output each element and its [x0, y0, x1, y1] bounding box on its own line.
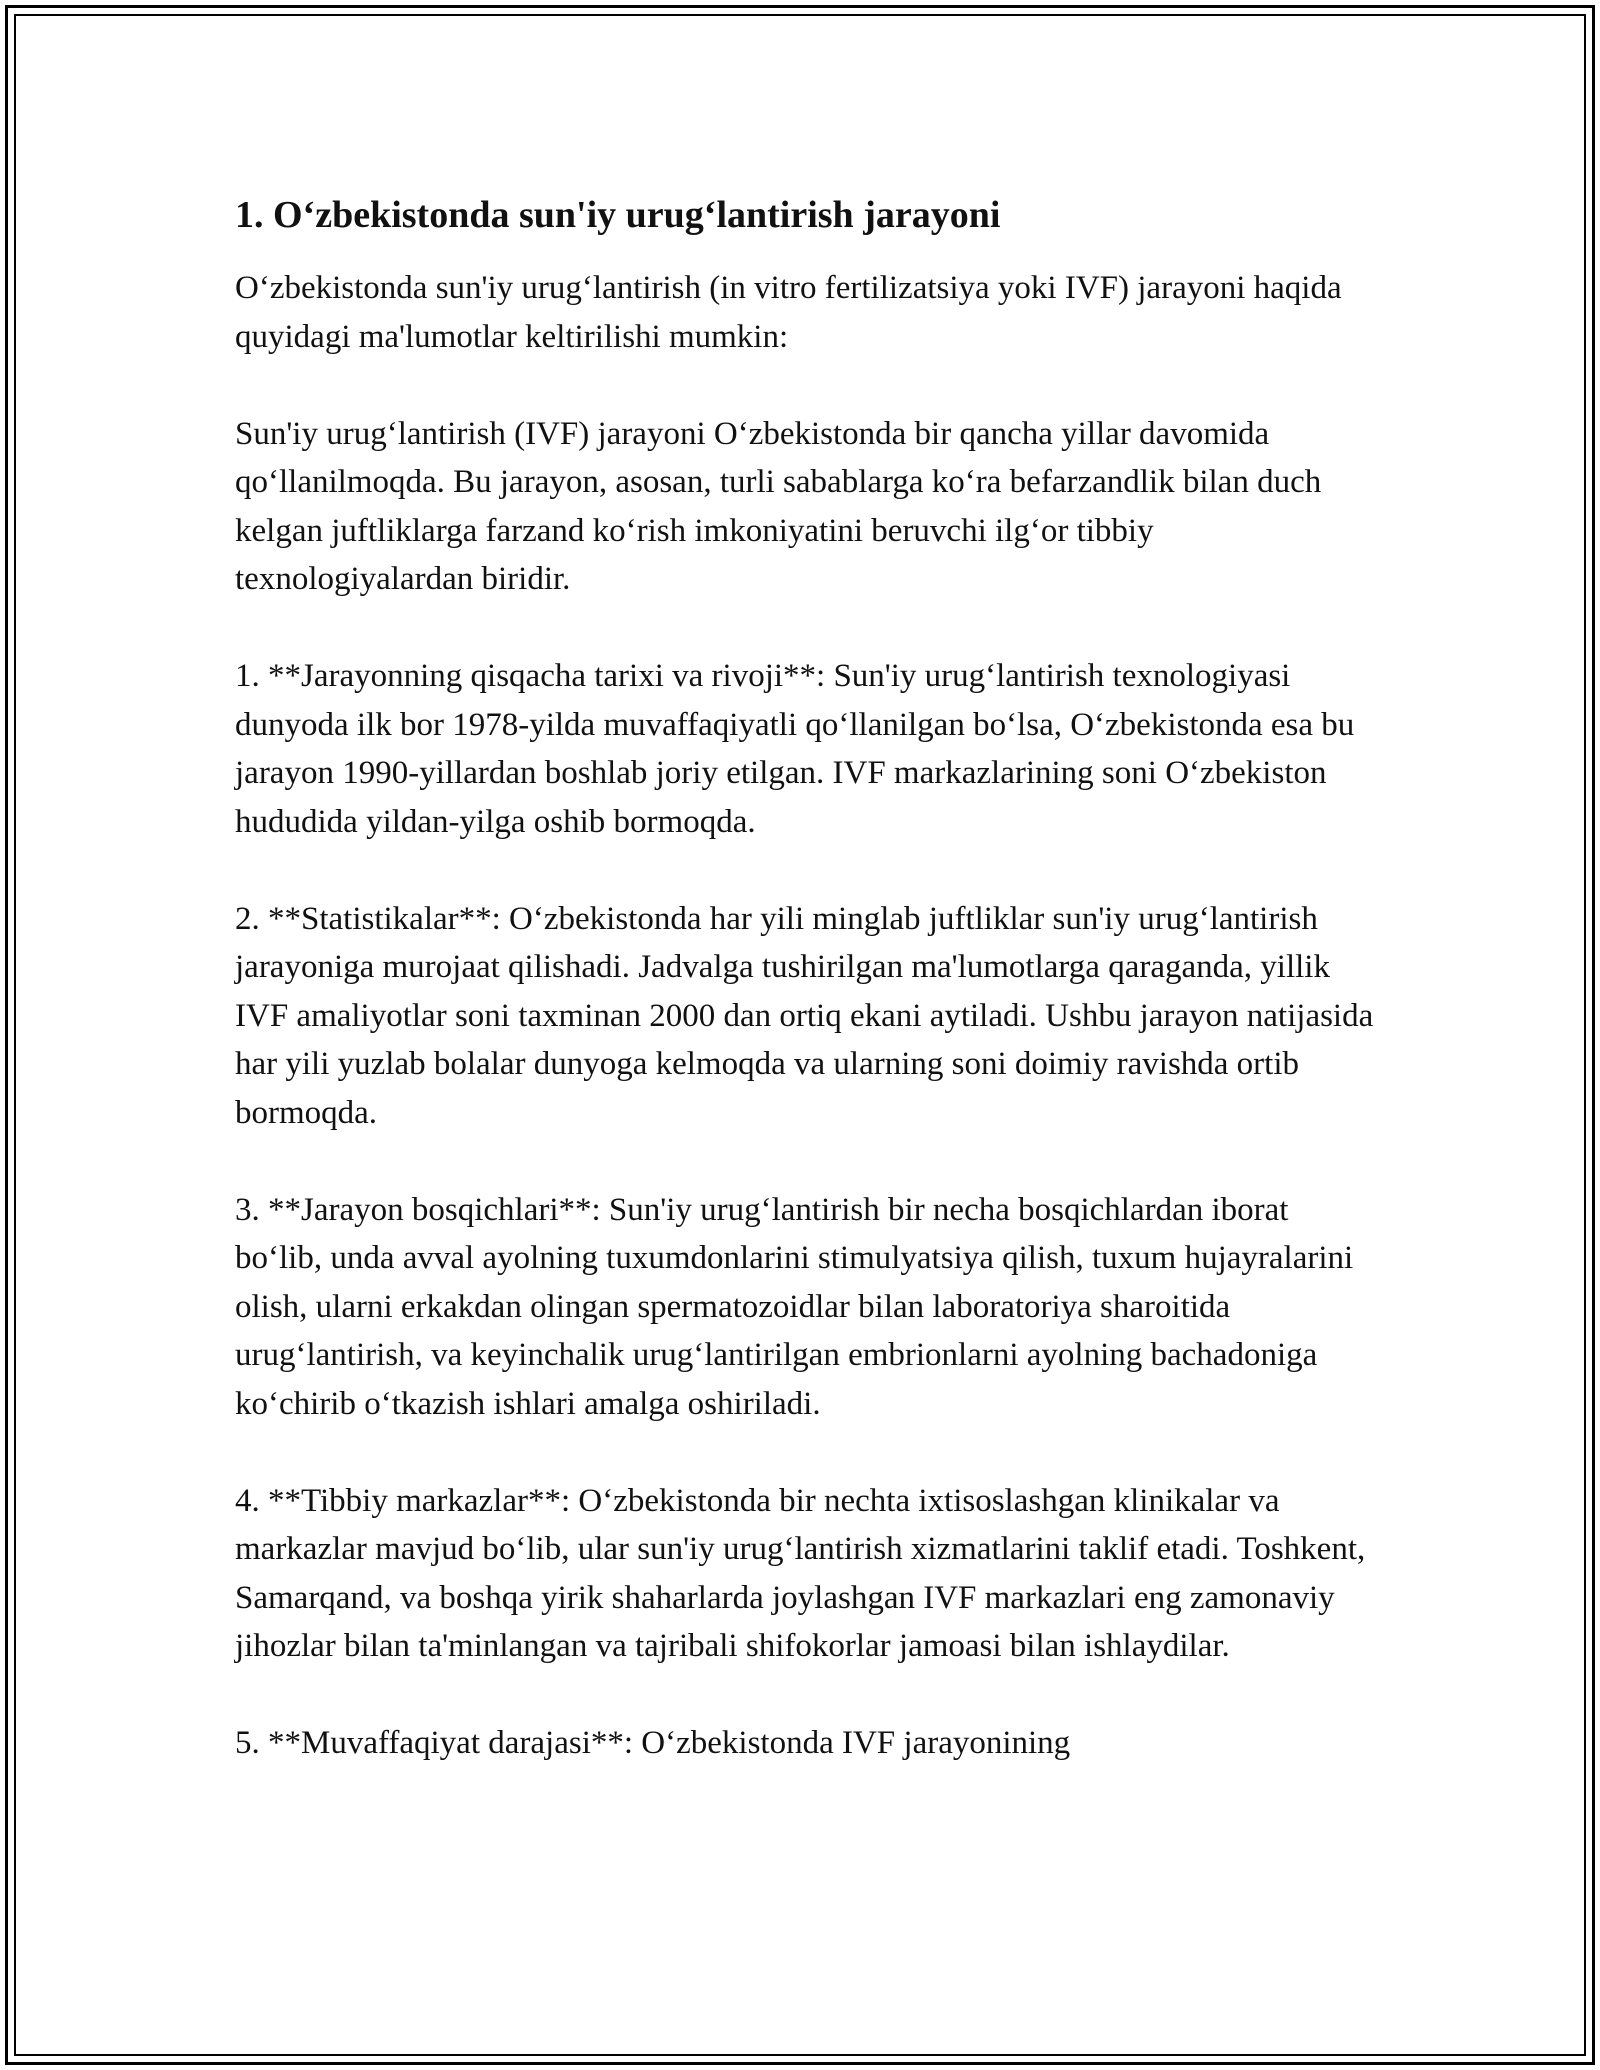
- success-rate-paragraph: 5. **Muvaffaqiyat darajasi**: O‘zbekistonda IVF jarayonining: [235, 1725, 1071, 1761]
- document-title: 1. O‘zbekistonda sun'iy urug‘lantirish jarayoni: [235, 194, 1001, 236]
- history-paragraph: 1. **Jarayonning qisqacha tarixi va rivoji**: Sun'iy urug‘lantirish texnologiyasi dunyoda ilk bor 1978-yilda muvaffaqiyatli qo‘llanilgan bo‘lsa, O‘zbekistonda esa bu jarayon 1990-yillardan boshlab joriy etilgan. IVF markazlarining soni O‘zbekiston hududida yildan-yilga oshib bormoqda.: [235, 658, 1355, 840]
- medical-centers-paragraph: 4. **Tibbiy markazlar**: O‘zbekistonda bir nechta ixtisoslashgan klinikalar va markazlar mavjud bo‘lib, ular sun'iy urug‘lantirish xizmatlarini taklif etadi. Toshkent, Samarqand, va boshqa yirik shaharlarda joylashgan IVF markazlari eng zamonaviy jihozlar bilan ta'minlangan va tajribali shifokorlar jamoasi bilan ishlaydilar.: [235, 1482, 1366, 1664]
- overview-paragraph: Sun'iy urug‘lantirish (IVF) jarayoni O‘zbekistonda bir qancha yillar davomida qo‘llanilmoqda. Bu jarayon, asosan, turli sabablarga ko‘ra befarzandlik bilan duch kelgan juftliklarga farzand ko‘rish imkoniyatini beruvchi ilg‘or tibbiy texnologiyalardan biridir.: [235, 415, 1322, 597]
- stages-paragraph: 3. **Jarayon bosqichlari**: Sun'iy urug‘lantirish bir necha bosqichlardan iborat bo‘lib, unda avval ayolning tuxumdonlarini stimulyatsiya qilish, tuxum hujayralarini olish, ularni erkakdan olingan spermatozoidlar bilan laboratoriya sharoitida urug‘lantirish, va keyinchalik urug‘lantirilgan embrionlarni ayolning bachadoniga ko‘chirib o‘tkazish ishlari amalga oshiriladi.: [235, 1191, 1354, 1422]
- statistics-paragraph: 2. **Statistikalar**: O‘zbekistonda har yili minglab juftliklar sun'iy urug‘lantirish jarayoniga murojaat qilishadi. Jadvalga tushirilgan ma'lumotlarga qaraganda, yillik IVF amaliyotlar soni taxminan 2000 dan ortiq ekani aytiladi. Ushbu jarayon natijasida har yili yuzlab bolalar dunyoga kelmoqda va ularning soni doimiy ravishda ortib bormoqda.: [235, 900, 1374, 1131]
- document-body: [235, 188, 1375, 1816]
- intro-paragraph: O‘zbekistonda sun'iy urug‘lantirish (in vitro fertilizatsiya yoki IVF) jarayoni haqida quyidagi ma'lumotlar keltirilishi mumkin:: [235, 270, 1342, 355]
